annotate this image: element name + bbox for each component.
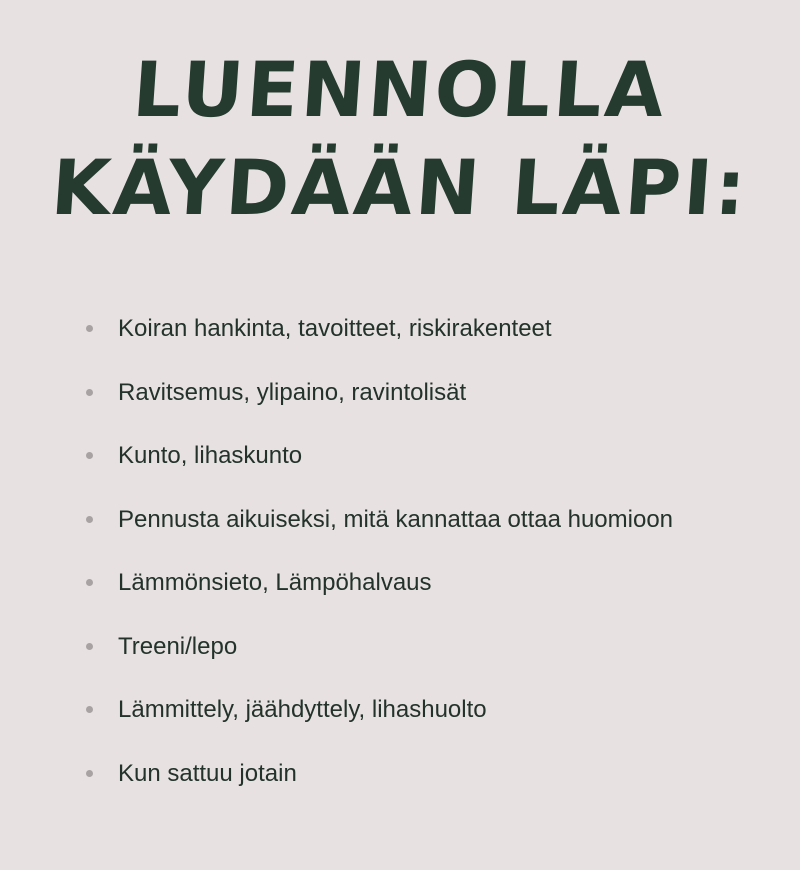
list-item-text: Lämmittely, jäähdyttely, lihashuolto bbox=[118, 696, 487, 723]
list-item bbox=[0, 562, 760, 626]
bullet-icon bbox=[86, 516, 93, 523]
list-item-text: Ravitsemus, ylipaino, ravintolisät bbox=[118, 378, 467, 406]
list-item bbox=[0, 499, 760, 563]
list-item bbox=[0, 689, 760, 753]
bullet-icon bbox=[86, 452, 93, 459]
bullet-icon bbox=[86, 770, 93, 777]
list-item bbox=[0, 308, 760, 372]
bullet-icon bbox=[86, 706, 93, 713]
list-item-text: Kun sattuu jotain bbox=[118, 759, 297, 787]
bullet-icon bbox=[86, 643, 93, 650]
list-item-text: Kunto, lihaskunto bbox=[118, 442, 303, 469]
bullet-icon bbox=[86, 389, 93, 396]
page-title-line-2: KÄYDÄÄN LÄPI: bbox=[48, 143, 752, 232]
bullet-icon bbox=[86, 325, 93, 332]
list-item-text: Lämmönsieto, Lämpöhalvaus bbox=[118, 569, 432, 596]
topic-list bbox=[0, 308, 760, 816]
list-item-text: Pennusta aikuiseksi, mitä kannattaa ottaa huomioon bbox=[118, 505, 674, 533]
bullet-icon bbox=[86, 579, 93, 586]
list-item bbox=[0, 435, 760, 499]
list-item-text: Koiran hankinta, tavoitteet, riskirakenteet bbox=[118, 315, 552, 342]
list-item bbox=[0, 372, 760, 436]
list-item bbox=[0, 753, 760, 817]
list-item-text: Treeni/lepo bbox=[118, 632, 238, 660]
list-item bbox=[0, 626, 760, 690]
page-title-line-1: LUENNOLLA bbox=[130, 45, 671, 134]
